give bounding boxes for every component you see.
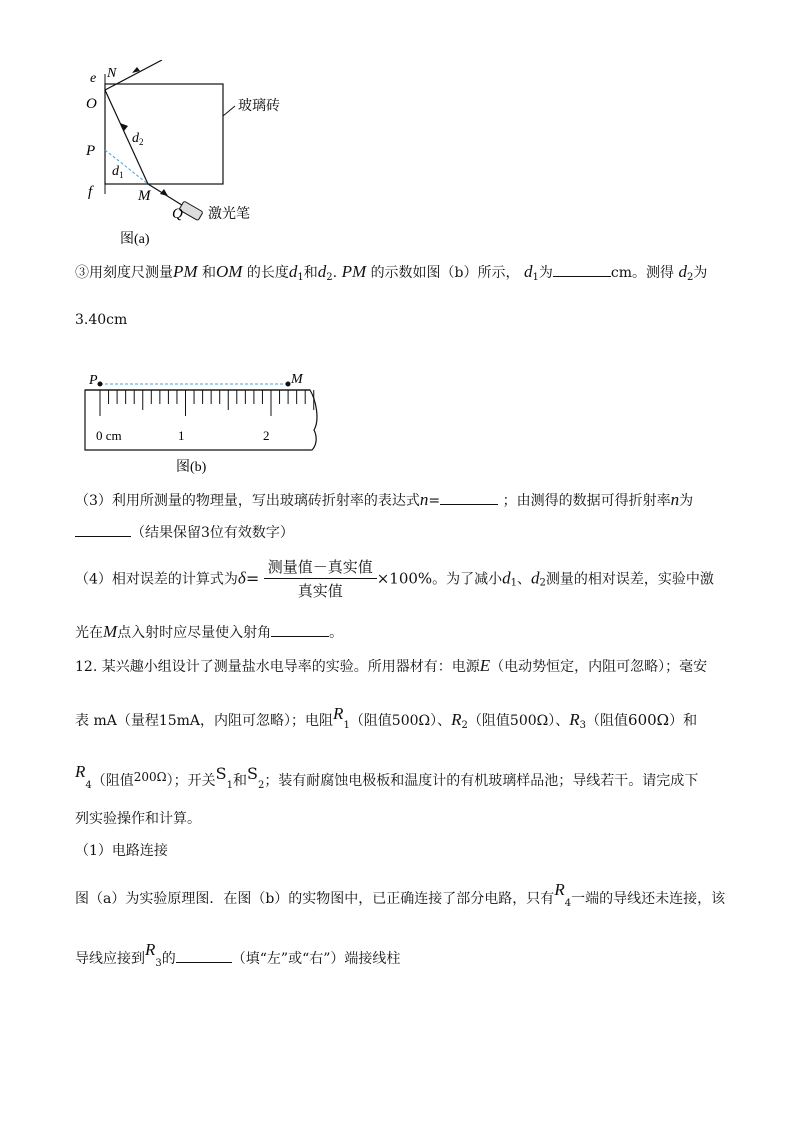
figure-b-caption: 图(b) [176, 460, 207, 475]
label-ruler-M: M [291, 372, 303, 387]
label-O: O [86, 96, 97, 112]
question-3-line-2: 3.40cm [75, 312, 128, 328]
figure-a-caption: 图(a) [120, 232, 150, 247]
label-e: e [90, 71, 97, 86]
answer-blank-terminal-side[interactable] [176, 948, 232, 963]
figure-a [80, 60, 310, 250]
label-ruler-P: P [89, 373, 98, 388]
glass-block [105, 84, 223, 184]
point-M [286, 382, 291, 387]
glass-label: 玻璃砖 [238, 99, 280, 114]
glass-label-leader [223, 106, 235, 116]
tick-label-1: 1 [178, 428, 185, 443]
question-12-sub-1: （1）电路连接 [75, 843, 168, 859]
question-12-line-4: 列实验操作和计算。 [75, 811, 201, 827]
question-4-line-1: （4）相对误差的计算式为δ= $\frac{\text{测量值－真实值}}{\text{真实值}}$ ×100%。为了减小$d_1$、$d_2$测量的相对误差，实验中激 [75, 558, 714, 600]
question-12-line-1: 12. 某兴趣小组设计了测量盐水电导率的实验。所用器材有：电源E（电动势恒定，内阻可忽略）；毫安 [75, 656, 708, 675]
question-12-line-6: 图（a）为实验原理图．在图（b）的实物图中，已正确连接了部分电路，只有$R_4$一端的导线还未连接，该 [75, 880, 726, 909]
label-Q: Q [172, 206, 183, 222]
answer-blank-n-value[interactable] [75, 522, 131, 537]
question-4-line-2: 光在M点入射时应尽量使入射角 。 [75, 622, 344, 641]
answer-blank-d1[interactable] [553, 262, 611, 277]
question-12-line-3: $R_4$（阻值200Ω）；开关$S_1$和$S_2$；装有耐腐蚀电极板和温度计的有机玻璃样品池；导线若干。请完成下 [75, 762, 699, 791]
question-12-line-2: 表 mA（量程15mA，内阻可忽略）；电阻$R_1$（阻值500Ω）、$R_2$（阻值500Ω）、$R_3$（阻值600Ω）和 [75, 704, 698, 731]
question-3-part-3-line-2: （结果保留3位有效数字） [75, 522, 740, 542]
point-P [98, 382, 103, 387]
refracted-ray-arrow [120, 123, 128, 131]
tick-label-2: 2 [263, 428, 270, 443]
laser-label: 激光笔 [208, 207, 250, 222]
relative-error-fraction: $\frac{\text{测量值－真实值}}{\text{真实值}}$ [264, 556, 377, 601]
label-d2: $d_2$ [132, 131, 144, 147]
figure-b-ruler [80, 370, 330, 475]
label-d1: $d_1$ [112, 164, 124, 180]
label-N: N [107, 66, 117, 81]
answer-blank-n-expression[interactable] [440, 490, 498, 505]
label-f: f [88, 184, 93, 200]
question-3-line-1: ③用刻度尺测量PM 和OM 的长度$d_1$和$d_2$. PM 的示数如图（b）所示， $d_1$为 cm。测得 $d_2$为 [75, 262, 708, 283]
question-12-line-7: 导线应接到$R_3$的 （填“左”或“右”）端接线柱 [75, 940, 401, 969]
tick-label-0: 0 cm [96, 428, 122, 443]
answer-blank-incidence-angle[interactable] [271, 622, 329, 637]
ruler-ticks [100, 390, 314, 416]
label-M: M [138, 188, 151, 204]
label-P: P [86, 143, 96, 159]
question-3-part-3: （3）利用所测量的物理量，写出玻璃砖折射率的表达式n= ；由测得的数据可得折射率n为 [75, 490, 694, 509]
